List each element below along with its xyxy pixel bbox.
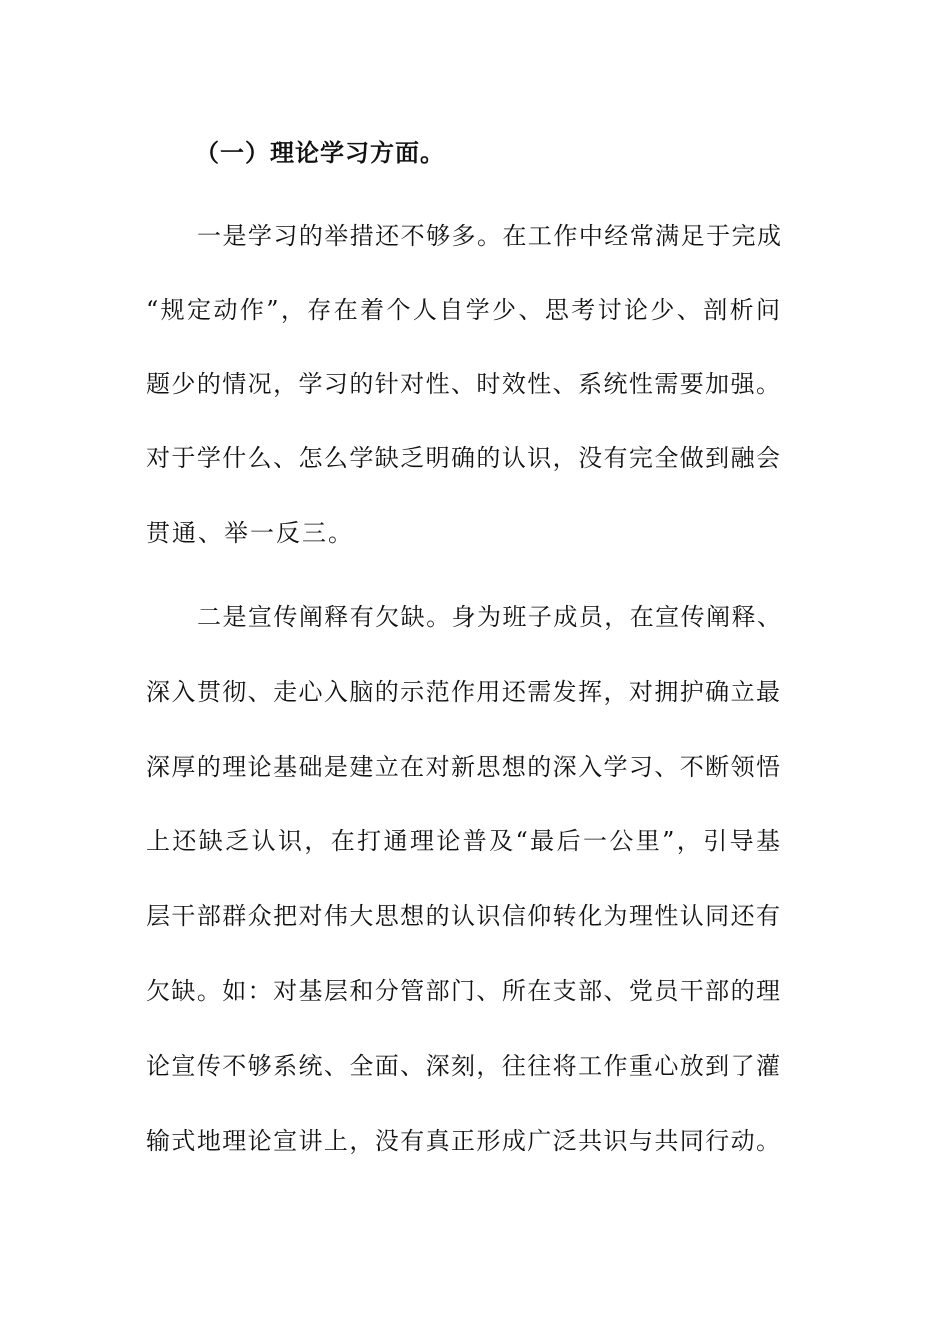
paragraph-1-line-5: 贯通、举一反三。 — [146, 519, 354, 547]
paragraph-2-line-7: 论宣传不够系统、全面、深刻，往往将工作重心放到了灌 — [146, 1052, 780, 1080]
paragraph-1-line-2: “规定动作”，存在着个人自学少、思考讨论少、剖析问 — [146, 296, 780, 324]
paragraph-2-line-4: 上还缺乏认识，在打通理论普及“最后一公里”，引导基 — [146, 827, 780, 855]
paragraph-1-line-1: 一是学习的举措还不够多。在工作中经常满足于完成 — [197, 222, 781, 250]
paragraph-1-line-3: 题少的情况，学习的针对性、时效性、系统性需要加强。 — [146, 370, 780, 398]
paragraph-2-line-1: 二是宣传阐释有欠缺。身为班子成员，在宣传阐释、 — [197, 603, 781, 631]
paragraph-2-line-8: 输式地理论宣讲上，没有真正形成广泛共识与共同行动。 — [146, 1127, 780, 1155]
paragraph-2-line-5: 层干部群众把对伟大思想的认识信仰转化为理性认同还有 — [146, 902, 780, 930]
paragraph-1-line-4: 对于学什么、怎么学缺乏明确的认识，没有完全做到融会 — [146, 444, 780, 472]
section-heading: （一）理论学习方面。 — [195, 138, 445, 167]
paragraph-2-line-3: 深厚的理论基础是建立在对新思想的深入学习、不断领悟 — [146, 753, 780, 781]
paragraph-2-line-6: 欠缺。如：对基层和分管部门、所在支部、党员干部的理 — [146, 977, 780, 1005]
paragraph-2-line-2: 深入贯彻、走心入脑的示范作用还需发挥，对拥护确立最 — [146, 678, 780, 706]
